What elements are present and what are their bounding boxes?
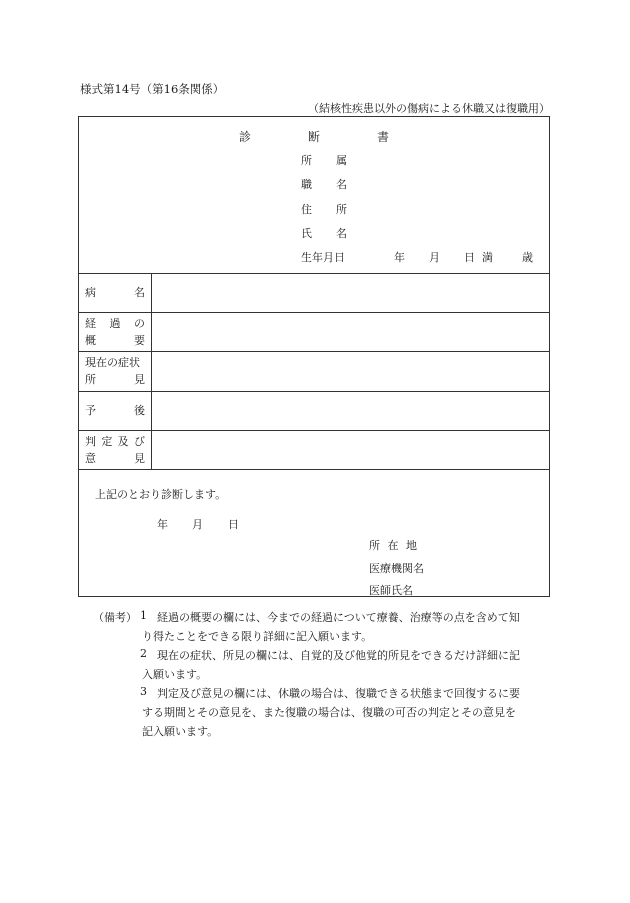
date-day: 日 bbox=[228, 518, 239, 531]
row-char: 見 bbox=[134, 373, 145, 386]
row-char: 後 bbox=[134, 404, 145, 417]
field-char: 名 bbox=[336, 227, 347, 240]
label-char: 地 bbox=[406, 539, 417, 552]
table-divider bbox=[79, 351, 549, 352]
table-divider bbox=[79, 391, 549, 392]
row-char: 病 bbox=[85, 286, 96, 299]
note-number: 3 bbox=[140, 685, 147, 698]
form-number: 様式第14号（第16条関係） bbox=[80, 82, 225, 96]
row-char: 所 bbox=[85, 373, 96, 386]
row-char: 名 bbox=[134, 286, 145, 299]
birth-month: 月 bbox=[429, 251, 440, 264]
field-char: 住 bbox=[301, 203, 312, 216]
row-char: 見 bbox=[134, 452, 145, 465]
row-label-judgment-opinion bbox=[85, 433, 145, 467]
table-divider bbox=[79, 273, 549, 274]
note-text: 記入願います。 bbox=[142, 725, 219, 738]
certification-statement: 上記のとおり診断します。 bbox=[95, 488, 227, 501]
table-column-divider bbox=[151, 273, 152, 469]
field-job-title bbox=[301, 176, 347, 192]
row-char: の bbox=[134, 317, 145, 330]
field-char: 名 bbox=[336, 178, 347, 191]
note-text: り得たことをできる限り詳細に記入願います。 bbox=[142, 630, 373, 643]
age-unit: 歳 bbox=[522, 251, 533, 264]
field-char: 所 bbox=[336, 203, 347, 216]
row-label-diagnosis bbox=[85, 284, 145, 301]
field-name bbox=[301, 225, 347, 241]
document-title bbox=[239, 128, 389, 145]
row-char: 要 bbox=[134, 334, 145, 347]
table-divider bbox=[79, 312, 549, 313]
title-char: 診 bbox=[239, 130, 252, 144]
table-divider bbox=[79, 469, 549, 470]
form-subtitle: （結核性疾患以外の傷病による休職又は復職用） bbox=[308, 102, 550, 115]
row-char: 現在の症状 bbox=[85, 356, 140, 369]
age-full: 満 bbox=[482, 251, 493, 264]
row-char: 定 bbox=[101, 435, 113, 448]
certificate-frame bbox=[78, 116, 550, 597]
row-label-prognosis bbox=[85, 402, 145, 419]
birth-day: 日 bbox=[464, 251, 475, 264]
row-char: 意 bbox=[85, 452, 96, 465]
date-month: 月 bbox=[192, 518, 203, 531]
birth-year: 年 bbox=[394, 251, 405, 264]
label-char: 所 bbox=[369, 539, 380, 552]
institution-address-label bbox=[369, 537, 417, 553]
note-text: 判定及び意見の欄には、休職の場合は、復職できる状態まで回復するに要 bbox=[157, 687, 520, 700]
row-char: 経 bbox=[85, 317, 96, 330]
row-char: 概 bbox=[85, 334, 96, 347]
row-char: 及 bbox=[117, 435, 129, 448]
table-divider bbox=[79, 430, 549, 431]
title-char: 断 bbox=[307, 130, 320, 144]
field-char: 属 bbox=[336, 154, 347, 167]
notes-heading: （備考） bbox=[93, 611, 137, 624]
field-address bbox=[301, 201, 347, 217]
note-text: 経過の概要の欄には、今までの経過について療養、治療等の点を含めて知 bbox=[157, 611, 520, 624]
label-char: 在 bbox=[387, 539, 399, 552]
row-char: び bbox=[133, 435, 145, 448]
row-label-progress-summary bbox=[85, 315, 145, 349]
row-char: 過 bbox=[109, 317, 121, 330]
note-text: 現在の症状、所見の欄には、自覚的及び他覚的所見をできるだけ詳細に記 bbox=[157, 649, 520, 662]
row-char: 予 bbox=[85, 404, 96, 417]
doctor-name-label: 医師氏名 bbox=[369, 584, 413, 597]
note-number: 1 bbox=[140, 609, 147, 622]
field-birthdate-label: 生年月日 bbox=[301, 251, 345, 264]
row-label-current-findings bbox=[85, 354, 145, 388]
note-number: 2 bbox=[140, 647, 147, 660]
field-char: 職 bbox=[301, 178, 312, 191]
note-text: する期間とその意見を、また復職の場合は、復職の可否の判定とその意見を bbox=[142, 706, 516, 719]
title-char: 書 bbox=[376, 130, 389, 144]
row-char: 判 bbox=[85, 435, 96, 448]
institution-name-label: 医療機関名 bbox=[369, 562, 424, 575]
field-affiliation bbox=[301, 152, 347, 168]
date-year: 年 bbox=[157, 518, 168, 531]
field-char: 氏 bbox=[301, 227, 312, 240]
field-char: 所 bbox=[301, 154, 312, 167]
note-text: 入願います。 bbox=[142, 668, 208, 681]
